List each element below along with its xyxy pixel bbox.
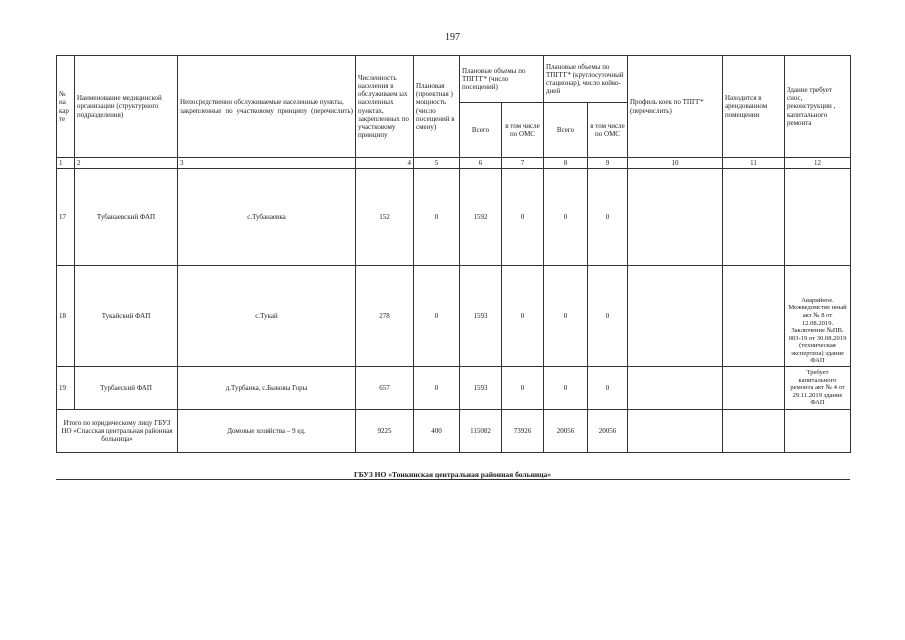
column-number: 2 xyxy=(75,158,178,169)
row-rented xyxy=(723,367,785,410)
row-rented xyxy=(723,169,785,266)
row-organization: Тукайский ФАП xyxy=(75,266,178,367)
row-beds-oms: 0 xyxy=(588,169,628,266)
total-row xyxy=(57,410,851,453)
table-row xyxy=(57,367,851,410)
row-organization: Тубанаевский ФАП xyxy=(75,169,178,266)
section-divider xyxy=(56,479,850,480)
row-visits-total: 1593 xyxy=(460,367,502,410)
total-bed-profile xyxy=(628,410,723,453)
column-number: 3 xyxy=(178,158,356,169)
row-population: 278 xyxy=(356,266,414,367)
row-beds-total: 0 xyxy=(544,266,588,367)
column-number: 10 xyxy=(628,158,723,169)
total-capacity: 400 xyxy=(414,410,460,453)
total-beds-oms: 20056 xyxy=(588,410,628,453)
header-number: № на кар те xyxy=(57,56,75,158)
row-beds-total: 0 xyxy=(544,367,588,410)
row-population: 657 xyxy=(356,367,414,410)
page-number: 197 xyxy=(445,32,460,43)
row-repair-note: Аварийное. Межведомстве нный акт № 8 от 12.08.2019. Заключение №ПВ. 003-19 от 30.08.2019 (техническая экспертиза) здание ФАП xyxy=(785,266,851,367)
header-bed-profile: Профиль коек по ТПГГ* (перечислить) xyxy=(628,56,723,158)
header-repair: Здание требует снос, реконструкции , капитального ремонта xyxy=(785,56,851,158)
row-visits-oms: 0 xyxy=(502,169,544,266)
row-number: 18 xyxy=(57,266,75,367)
column-number: 1 xyxy=(57,158,75,169)
next-section-title: ГБУЗ НО «Тонкинская центральная районная больница» xyxy=(353,470,552,479)
row-number: 17 xyxy=(57,169,75,266)
header-rented: Находится в арендованном помещении xyxy=(723,56,785,158)
total-rented xyxy=(723,410,785,453)
column-number: 12 xyxy=(785,158,851,169)
row-beds-total: 0 xyxy=(544,169,588,266)
row-repair-note xyxy=(785,169,851,266)
total-label: Итого по юридическому лицу ГБУЗ НО «Спасская центральная районная больница» xyxy=(57,410,178,453)
row-organization: Турбаеский ФАП xyxy=(75,367,178,410)
subheader-visits-oms: в том числе по ОМС xyxy=(502,103,544,158)
row-capacity: 0 xyxy=(414,169,460,266)
total-beds-total: 20056 xyxy=(544,410,588,453)
row-beds-oms: 0 xyxy=(588,367,628,410)
row-visits-oms: 0 xyxy=(502,367,544,410)
header-organization: Наименование медицинской организации (структурного подразделения) xyxy=(75,56,178,158)
facilities-table xyxy=(56,55,851,453)
row-number: 19 xyxy=(57,367,75,410)
row-bed-profile xyxy=(628,169,723,266)
column-number: 4 xyxy=(356,158,414,169)
header-population: Численность населения в обслуживаем ых населенных пунктах, закрепленных по участковому принципу xyxy=(356,56,414,158)
total-visits-total: 115082 xyxy=(460,410,502,453)
row-bed-profile xyxy=(628,367,723,410)
total-settlements: Домовые хозяйства – 9 ед. xyxy=(178,410,356,453)
table-row xyxy=(57,266,851,367)
column-number: 5 xyxy=(414,158,460,169)
header-capacity: Плановая (проектная ) мощность (число посещений в смену) xyxy=(414,56,460,158)
table-row xyxy=(57,169,851,266)
header-beds: Плановые объемы по ТПГГГ* (круглосуточный стационар), число койко-дней xyxy=(544,56,628,103)
column-number: 9 xyxy=(588,158,628,169)
column-number: 7 xyxy=(502,158,544,169)
row-settlements: с.Тубанаевка xyxy=(178,169,356,266)
subheader-beds-total: Всего xyxy=(544,103,588,158)
row-bed-profile xyxy=(628,266,723,367)
row-repair-note: Требует капитального ремонта акт № 4 от 29.11.2019 здание ФАП xyxy=(785,367,851,410)
row-visits-oms: 0 xyxy=(502,266,544,367)
column-number-row xyxy=(57,158,851,169)
column-number: 8 xyxy=(544,158,588,169)
row-population: 152 xyxy=(356,169,414,266)
header-visits: Плановые объемы по ТПГГГ* (число посещений) xyxy=(460,56,544,103)
total-visits-oms: 73926 xyxy=(502,410,544,453)
row-settlements: с.Тукай xyxy=(178,266,356,367)
column-number: 11 xyxy=(723,158,785,169)
subheader-beds-oms: в том числе по ОМС xyxy=(588,103,628,158)
row-capacity: 0 xyxy=(414,367,460,410)
row-settlements: д.Турбаика, с.Быковы Горы xyxy=(178,367,356,410)
row-capacity: 0 xyxy=(414,266,460,367)
row-rented xyxy=(723,266,785,367)
total-population: 9225 xyxy=(356,410,414,453)
column-number: 6 xyxy=(460,158,502,169)
row-visits-total: 1592 xyxy=(460,169,502,266)
header-row xyxy=(57,56,851,103)
subheader-visits-total: Всего xyxy=(460,103,502,158)
row-visits-total: 1593 xyxy=(460,266,502,367)
header-settlements: Непосредственно обслуживаемые населенные пункты, закрепленные по участковому принципу (перечислить) xyxy=(178,56,356,158)
total-repair xyxy=(785,410,851,453)
row-beds-oms: 0 xyxy=(588,266,628,367)
